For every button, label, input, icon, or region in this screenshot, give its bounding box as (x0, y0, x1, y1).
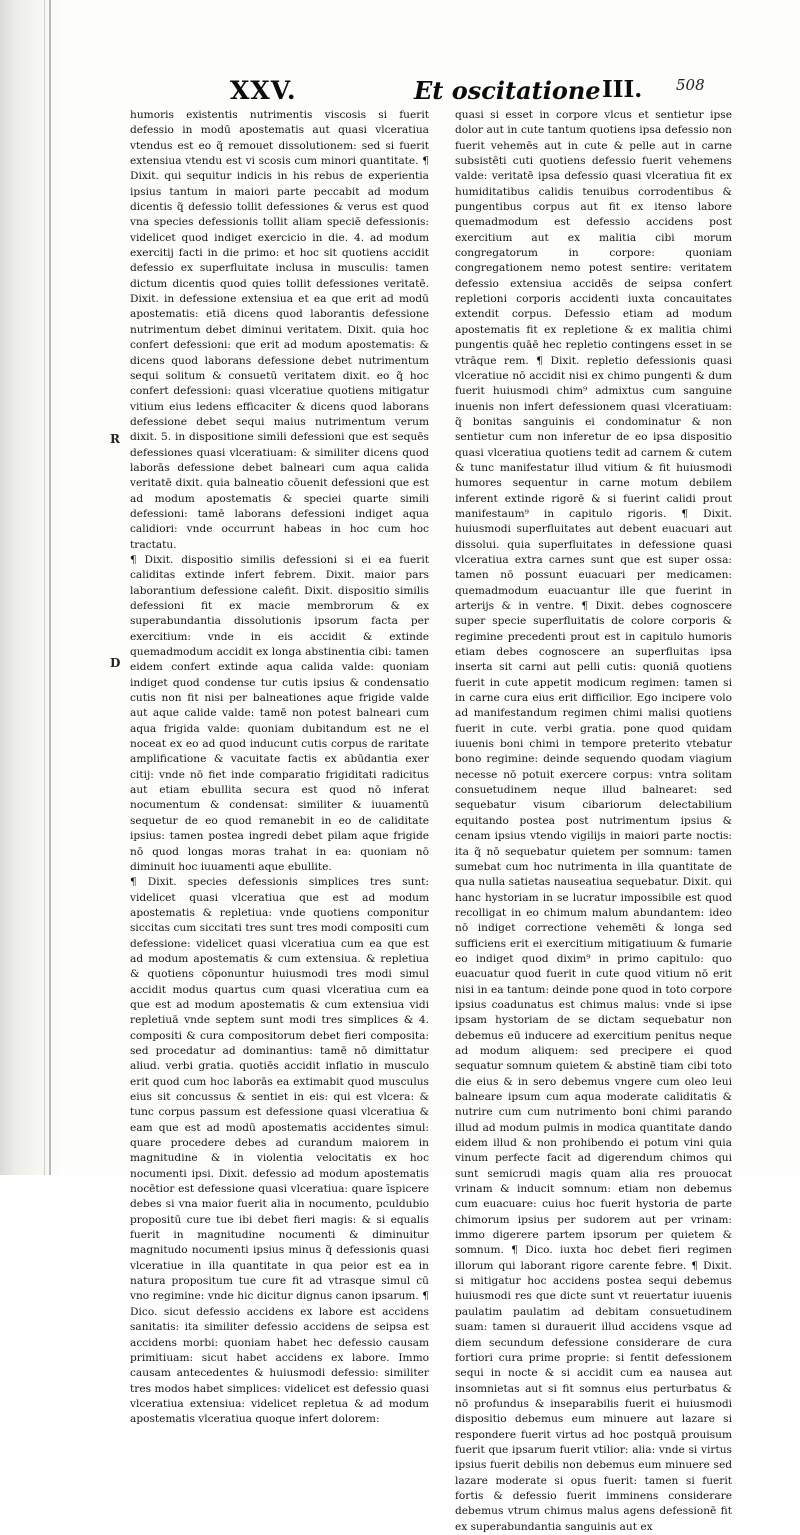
paragraph: ¶ Dixit. dispositio similis defessioni si ei ea fuerit caliditas extinde infert febrem. Dixit. maior pars laborantium defessione calefit. Dixit. dispositio similis defessioni fit ex macie membrorum & ex superabundantia dissolutionis ipsorum facta per exercitium: vnde in eis accidit & extinde quemadmodum accidit ex longa abstinentia cibi: tamen eidem confert extinde aqua calida valde: quoniam indiget quod condense tur cutis ipsius & condensatio cutis non fit nisi per balneationes aque frigide valde aut aque calide valde: tamē non potest balneari cum aqua frigida valde: quoniam dubitandum est ne el noceat ex eo ad quod inducunt cutis corpus de raritate amplificatione & vacuitate factis ex abūdantia exer citij: vnde nō fiet inde comparatio frigiditati radicitus aut etiam ebullita secura est quod nō inferat nocumentum & condensat: similiter & iuuamentū sequetur de eo quod remanebit in eo de caliditate ipsius: tamen postea ingredi debet pilam aque frigide nō quod longas moras trahat in ea: quoniam nō diminuit hoc iuuamenti aque ebullite. (130, 553, 429, 873)
folio-number: 508 (676, 76, 705, 94)
paragraph: humoris existentis nutrimentis viscosis si fuerit defessio in modū apostematis aut quasi vlceratiua vtendus est eo q̃ remouet dissolutionem: sed si fuerit extensiua vtendu est vi scosis cum minori quantitate. ¶ Dixit. qui sequitur indicis in his rebus de experientia ipsius tantum in maiori parte peccabit ad modum dicentis q̃ defessio tollit defessiones & verus est quod vna species defessionis tollit aliam speciē defessionis: videlicet quod indiget exercicio in die. 4. ad modum exercitij facti in die primo: et hoc sit quotiens accidit defessio ex superfluitate inclusa in musculis: tamen dictum dicentis quod quies tollit defessiones veritatē. Dixit. in defessione extensiua et ea que erit ad modū apostematis: etiā dicens quod laborantis defessione nutrimentum debet diminui veritatem. Dixit. quia hoc confert defessioni: que erit ad modum apostematis: & dicens quod laborans defessione debet nutrimentum sequi solitum & consuetū veritatem dixit. eo q̃ hoc confert defessioni: quasi vlceratiue quotiens mitigatur vitium eius ledens efficaciter & dicens quod laborans defessione debet sequi maius nutrimentum verum dixit. 5. in dispositione simili defessioni que est sequēs defessiones quasi vlceratiuam: & similiter dicens quod laborās defessione debet balneari cum aqua calida veritatē dixit. quia balneatio cōuenit defessioni que est ad modum apostematis & speciei quarte simili defessioni: tamē laborans defessioni indiget aqua calidiori: vnde occurrunt habeas in hoc cum hoc tractatu. (130, 109, 429, 551)
section-number: XXV. (230, 76, 297, 105)
gutter-crease-outer (44, 0, 45, 1175)
chapter-number: III. (602, 76, 643, 103)
gutter-crease (49, 0, 51, 1175)
binding-shadow (0, 0, 62, 1175)
margin-letter-d: D (110, 656, 121, 670)
left-text-column (130, 108, 429, 1426)
margin-letter-r: R (110, 432, 120, 446)
running-title: Et oscitatione (414, 76, 601, 105)
right-text-column (455, 108, 732, 1533)
paragraph: ¶ Dixit. species defessionis simplices tres sunt: videlicet quasi vlceratiua que est ad modum apostematis & repletiua: vnde quotiens componitur siccitas cum siccitati tres sunt tres modi compositi cum defessione: videlicet quasi vlceratiua cum ea que est ad modum apostematis & cum extensiua. & repletiua & quotiens cōponuntur huiusmodi tres modi simul accidit modus quartus cum quasi vlceratiua cum ea que est ad modum apostematis & cum extensiua vidi repletiuā vnde septem sunt modi tres simplices & 4. compositi & cura compositorum debet fieri composita: sed procedatur ad dominantius: tamē nō dimittatur aliud. verbi gratia. quotiēs accidit inflatio in musculo erit quod cum hoc laborās ea extimabit quod musculus eius sit concussus & sentiet in eis: qui est vlcera: & tunc corpus passum est defessione quasi vlceratiua & eam que est ad modū apostematis accidentes simul: quare procedere debes ad curandum maiorem in magnitudine & in violentia velocitatis ex hoc nocumenti ipsi. Dixit. defessio ad modum apostematis nocētior est defessione quasi vlceratiua: quare īspicere debes si vna maior fuerit alia in nocumento, pculdubio propositū cure tue ibi debet fieri magis: & si equalis fuerit in magnitudine nocumenti & diminuitur magnitudo nocumenti ipsius minus q̃ defessionis quasi vlceratiue in illa quantitate in qua peior est ea in natura propositum tue cure fit ad vtrasque simul cū vno regimine: vnde hic dicitur dignus canon ipsarum. ¶ Dico. sicut defessio accidens ex labore est accidens sanitatis: ita similiter defessio accidens de seipsa est accidens morbi: quoniam habet hec defessio causam primitiuam: sicut habet accidens ex labore. Immo causam antecedentes & huiusmodi defessio: similiter tres modos habet simplices: videlicet est defessio quasi vlceratiua extensiua: videlicet repletua & ad modum apostematis vlceratiua quoque infert dolorem: (130, 876, 429, 1426)
paragraph: quasi si esset in corpore vlcus et sentietur ipse dolor aut in cute tantum quotiens ipsa defessio non fuerit vehemēs aut in cute & pelle aut in carne subsistēti cuti quotiens defessio fuerit vehemens valde: veritatē ipsa defessio quasi vlceratiua fit ex humiditatibus calidis tenuibus corrodentibus & pungentibus corpus aut fit ex itenso labore quemadmodum est defessio accidens post exercitium aut ex malitia cibi morum congregatorum in corpore: quoniam congregationem nemo potest sentire: veritatem defessio extensiua accidēs de seipsa confert repletioni corporis accidenti iuxta concauitates extendit corpus. Defessio etiam ad modum apostematis fit ex repletione & ex malitia chimi pungentis quāē hec repletio contingens esset in se vtrāque rem. ¶ Dixit. repletio defessionis quasi vlceratiue nō accidit nisi ex chimo pungenti & dum fuerit huiusmodi chim⁹ admixtus cum sanguine inuenis non infert defessionem quasi vlceratiuam: q̃ bonitas sanguinis ei condominatur & non sentietur cum non inferetur de eo ipsa dispositio quasi vlceratiua quotiens tedit ad carnem & cutem & tunc manifestatur illud vitium & fit huiusmodi humores sequentur in carne motum debilem inferent extinde rigorē & si fuerint calidi prout manifestaum⁹ in capitulo rigoris. ¶ Dixit. huiusmodi superfluitates aut debent euacuari aut dissolui. quia superfluitates in defessione quasi vlceratiua extra carnes sunt que est super ossa: tamen nō possunt euacuari per medicamen: quemadmodum euacuantur ille que fuerint in arterijs & in ventre. ¶ Dixit. debes cognoscere super specie superfluitatis de colore corporis & regimine precedenti prout est in capitulo humoris etiam debes cognoscere an superfluitas ipsa inserta sit carni aut pelli cutis: quoniā quotiens fuerit in cute appetit modicum regimen: tamen si in carne cura eius erit difficilior. Ego incipere volo ad manifestandum regimen chimi malisi quotiens fuerit in cute. verbi gratia. pone quod quidam iuuenis boni chimi in tempore preterito vtebatur bono regimine: deinde sequendo quodam viagium necesse nō potuit exercere corpus: vntra solitam consuetudinem neque illud balnearet: sed sequebatur visum cibariorum delectabilium equitando postea post nutrimentum ipsius & cenam ipsius vtendo vigilijs in maiori parte noctis: ita q̃ nō sequebatur quietem per somnum: tamen sumebat cum hoc nutrimenta in illa quantitate de qua nulla satietas nauseatiua sequebatur. Dixit. qui hanc hystoriam in se lucratur impossibile est quod recolligat in eo chimum malum abundantem: ideo nō indiget correctione vehemēti & longa sed sufficiens erit ei exercitium mitigatiuum & fumarie eo indiget quod dixim⁹ in primo capitulo: quo euacuatur quod fuerit in cute quod vitium nō erit nisi in ea tantum: deinde pone quod in toto corpore ipsius coadunatus est chimus malus: vnde si ipse ipsam hystoriam de se dictam sequebatur non debemus eū inducere ad exercitium penitus neque ad modum aliquem: sed precipere ei quod sequatur somnum quietem & abstinē tiam cibi toto die eius & in sero debemus vngere cum oleo leui balneare ipsum cum aqua moderate caliditatis & nutrire cum cum nutrimento boni chimi parando illud ad modum pulmis in modica quantitate dando eidem illud & non prohibendo ei potum vini quia vinum perfecte facit ad digerendum chimos qui sunt semicrudi magis quam alia res prouocat vrinam & inducit somnum: etiam non debemus cum euacuare: cuius hoc fuerit hystoria de parte chimorum ipsius per sudorem aut per vrinam: immo digerere partem ipsorum per quietem & somnum. ¶ Dico. iuxta hoc debet fieri regimen illorum qui laborant rigore carente febre. ¶ Dixit. si mitigatur hoc accidens postea sequi debemus huiusmodi res que dicte sunt vt reuertatur iuuenis paulatim paulatim ad debitam consuetudinem suam: tamen si durauerit illud accidens vsque ad diem secundum defessione considerare de cura fortiori cura prime proprie: si fentit defessionem sequi in nocte & si accidit cum ea nausea aut insomnietas aut si fit somnus eius perturbatus & nō profundus & inseparabilis fuerit ei huiusmodi dispositio debemus eum minuere aut lazare si respondere fuerit virtus ad hoc postquā prouisum fuerit que ipsarum fuerit vtilior: alia: vnde si virtus ipsius fuerit debilis non debemus eum minuere sed lazare moderate si opus fuerit: tamen si fuerit fortis & defessio fuerit imminens considerare debemus vtrum chimus malus agens defessionē fit ex superabundantia sanguinis aut ex (455, 109, 732, 1533)
